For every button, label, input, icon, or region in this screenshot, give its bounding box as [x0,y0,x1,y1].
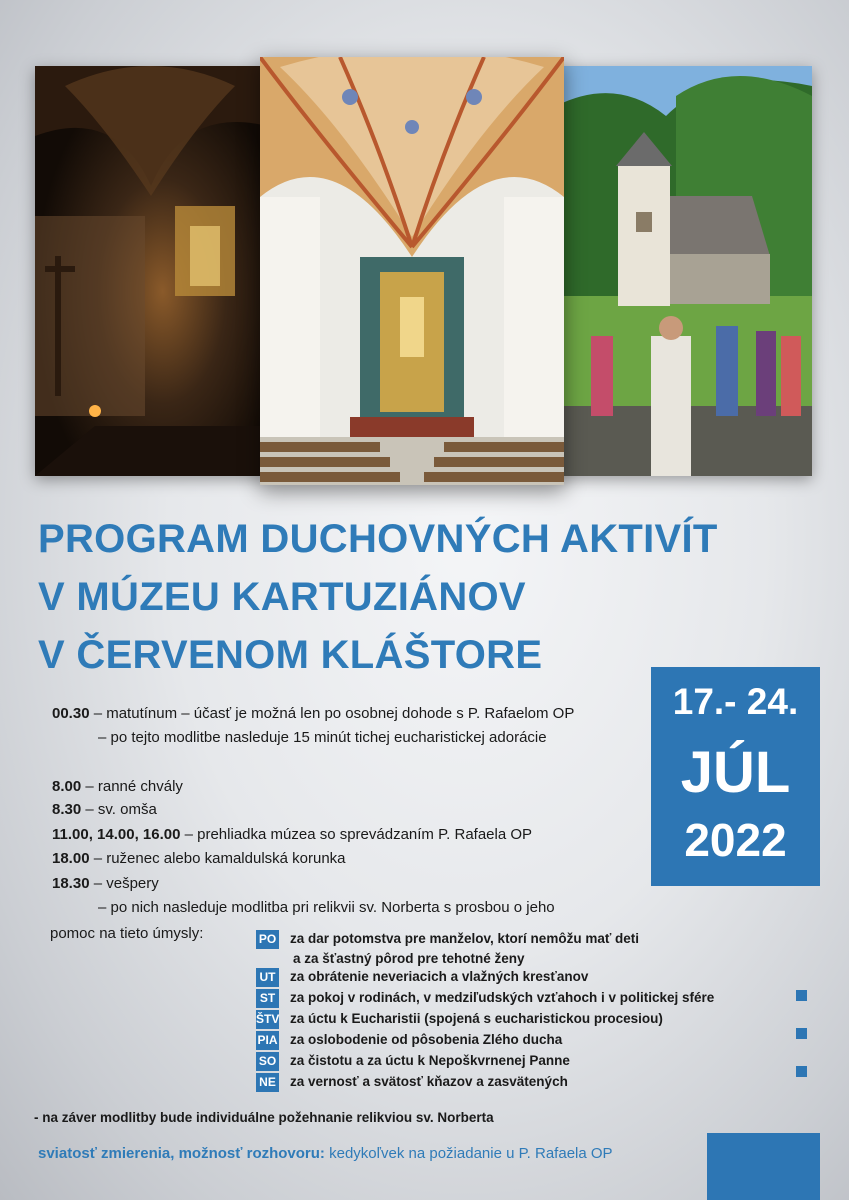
schedule-time: 11.00, 14.00, 16.00 [52,826,181,843]
decorative-square [796,1066,807,1077]
monastery-church-nave-photo [260,57,564,485]
schedule-omsa [52,801,157,818]
intention-text: za úctu k Eucharistii (spojená s eucharistickou procesiou) [290,1011,663,1026]
schedule-time: 8.30 [52,801,82,818]
title-line-3: V ČERVENOM KLÁŠTORE [38,633,543,677]
schedule-text: – prehliadka múzea so sprevádzaním P. Rafaela OP [180,826,533,843]
schedule-text: – ranné chvály [81,778,183,795]
title-line-1: PROGRAM DUCHOVNÝCH AKTIVÍT [38,517,718,561]
schedule-time: 18.00 [52,850,90,867]
day-badge: ŠTV [256,1010,279,1029]
confession-label: sviatosť zmierenia, možnosť rozhovoru: [38,1145,325,1162]
schedule-vespery [52,875,159,892]
title-line-2: V MÚZEU KARTUZIÁNOV [38,575,526,619]
day-badge: ST [256,989,279,1008]
intention-text: za oslobodenie od pôsobenia Zlého ducha [290,1032,563,1047]
schedule-ruzenec [52,850,346,867]
schedule-text: – sv. omša [81,801,157,818]
intention-text: za obrátenie neveriacich a vlažných kresťanov [290,969,589,984]
page-title [38,510,718,684]
schedule-time: 00.30 [52,705,90,722]
dark-chapel-interior-photo [35,66,267,476]
schedule-prehliadka [52,826,532,843]
day-badge: NE [256,1073,279,1092]
decorative-square [796,990,807,1001]
schedule-text: – vešpery [89,875,159,892]
date-year: 2022 [684,814,787,866]
intention-text: za dar potomstva pre manželov, ktorí nemôžu mať deti [290,931,640,946]
schedule-text: – ruženec alebo kamaldulská korunka [89,850,346,867]
decorative-box [707,1133,820,1200]
schedule-note-cont: pomoc na tieto úmysly: [50,925,204,942]
schedule-note: – po nich nasleduje modlitba pri relikvii sv. Norberta s prosbou o jeho [98,899,555,916]
confession-info [38,1145,613,1162]
intention-text: za pokoj v rodinách, v medziľudských vzťahoch i v politickej sfére [290,990,715,1005]
schedule-text: – matutínum – účasť je možná len po osobnej dohode s P. Rafaelom OP [89,705,575,722]
date-days: 17.- 24. [672,681,799,722]
intention-text-cont: a za šťastný pôrod pre tehotné ženy [293,951,525,966]
schedule-time: 8.00 [52,778,82,795]
intention-text: za čistotu a za úctu k Nepoškvrnenej Panne [290,1053,570,1068]
intention-text: za vernosť a svätosť kňazov a zasvätených [290,1074,568,1089]
schedule-matutinum [52,705,574,722]
day-badge: UT [256,968,279,987]
date-box [651,667,820,886]
schedule-note: – po tejto modlitbe nasleduje 15 minút tichej eucharistickej adorácie [98,729,547,746]
closing-note: - na záver modlitby bude individuálne požehnanie relikviou sv. Norberta [34,1110,494,1125]
schedule-time: 18.30 [52,875,90,892]
day-badge: PIA [256,1031,279,1050]
confession-text: kedykoľvek na požiadanie u P. Rafaela OP [324,1145,613,1162]
day-badge: PO [256,930,279,949]
day-badge: SO [256,1052,279,1071]
schedule-chvaly [52,778,183,795]
red-monastery-tower-and-visitors-photo [556,66,812,476]
date-month: JÚL [680,740,791,805]
decorative-square [796,1028,807,1039]
